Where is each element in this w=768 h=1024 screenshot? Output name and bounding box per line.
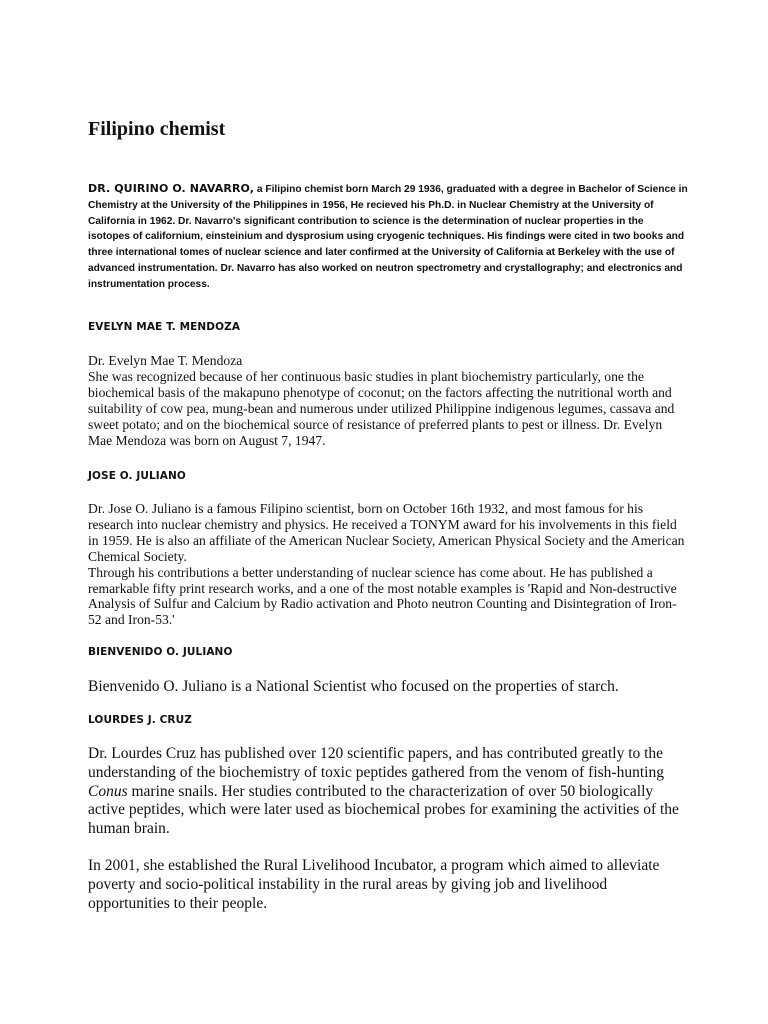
cruz-heading: LOURDES J. CRUZ <box>88 714 192 726</box>
cruz-para2: In 2001, she established the Rural Livelihood Incubator, a program which aimed to alleviate poverty and socio-political instability in the rural areas by giving job and livelihood opportunities to their people. <box>88 856 660 912</box>
navarro-section <box>88 181 688 293</box>
cruz-section <box>88 745 688 913</box>
cruz-para1-start: Dr. Lourdes Cruz has published over 120 scientific papers, and has contributed greatly to the understanding of the biochemistry of toxic peptides gathered from the venom of fish-hunting <box>88 745 664 781</box>
mendoza-section <box>88 353 688 448</box>
mendoza-name-line: Dr. Evelyn Mae T. Mendoza <box>88 353 243 368</box>
mendoza-heading: EVELYN MAE T. MENDOZA <box>88 321 241 333</box>
jose-juliano-heading: JOSE O. JULIANO <box>88 470 186 482</box>
jose-juliano-para2: Through his contributions a better understanding of nuclear science has come about. He has published a remarkable fifty print research works, and a one of the most notable examples is 'Rapid and Non-destructive Analysis of Sulfur and Calcium by Radio activation and Photo neutron Counting and Disintegration of Iron-52 and Iron-53.' <box>88 564 677 628</box>
conus-term: Conus <box>88 782 128 800</box>
cruz-para1 <box>88 745 688 839</box>
jose-juliano-section <box>88 501 688 628</box>
navarro-heading: DR. QUIRINO O. NAVARRO, <box>88 182 255 195</box>
jose-juliano-para1: Dr. Jose O. Juliano is a famous Filipino scientist, born on October 16th 1932, and most famous for his research into nuclear chemistry and physics. He received a TONYM award for his involvements in this field in 1959. He is also an affiliate of the American Nuclear Society, American Physical Society and the American Chemical Society. <box>88 501 685 564</box>
bienvenido-text: Bienvenido O. Juliano is a National Scientist who focused on the properties of starch. <box>88 678 619 695</box>
navarro-text: a Filipino chemist born March 29 1936, graduated with a degree in Bachelor of Science in Chemistry at the University of the Philippines in 1956, He recieved his Ph.D. in Nuclear Chemistry at the University of California in 1962. Dr. Navarro's significant contribution to science is the determination of nuclear properties in the isotopes of californium, einsteinium and dysprosium using cryogenic techniques. His findings were cited in two books and three international tomes of nuclear science and later confirmed at the University of California at Berkeley with the use of advanced instrumentation. Dr. Navarro has also worked on neutron spectrometry and crystallography; and electronics and instrumentation process. <box>88 184 688 290</box>
bienvenido-heading: BIENVENIDO O. JULIANO <box>88 646 233 658</box>
cruz-para1-end: marine snails. Her studies contributed to the characterization of over 50 biologically active peptides, which were later used as biochemical probes for examining the activities of the human brain. <box>88 782 679 838</box>
bienvenido-section <box>88 678 708 697</box>
mendoza-text: She was recognized because of her continuous basic studies in plant biochemistry particularly, one the biochemical basis of the makapuno phenotype of coconut; on the factors affecting the nutritional worth and suitability of cow pea, mung-bean and numerous under utilized Philippine indigenous legumes, cassava and sweet potato; and on the biochemical source of resistance of preferred plants to pest or illness. Dr. Evelyn Mae Mendoza was born on August 7, 1947. <box>88 368 675 448</box>
page-title: Filipino chemist <box>88 118 226 140</box>
